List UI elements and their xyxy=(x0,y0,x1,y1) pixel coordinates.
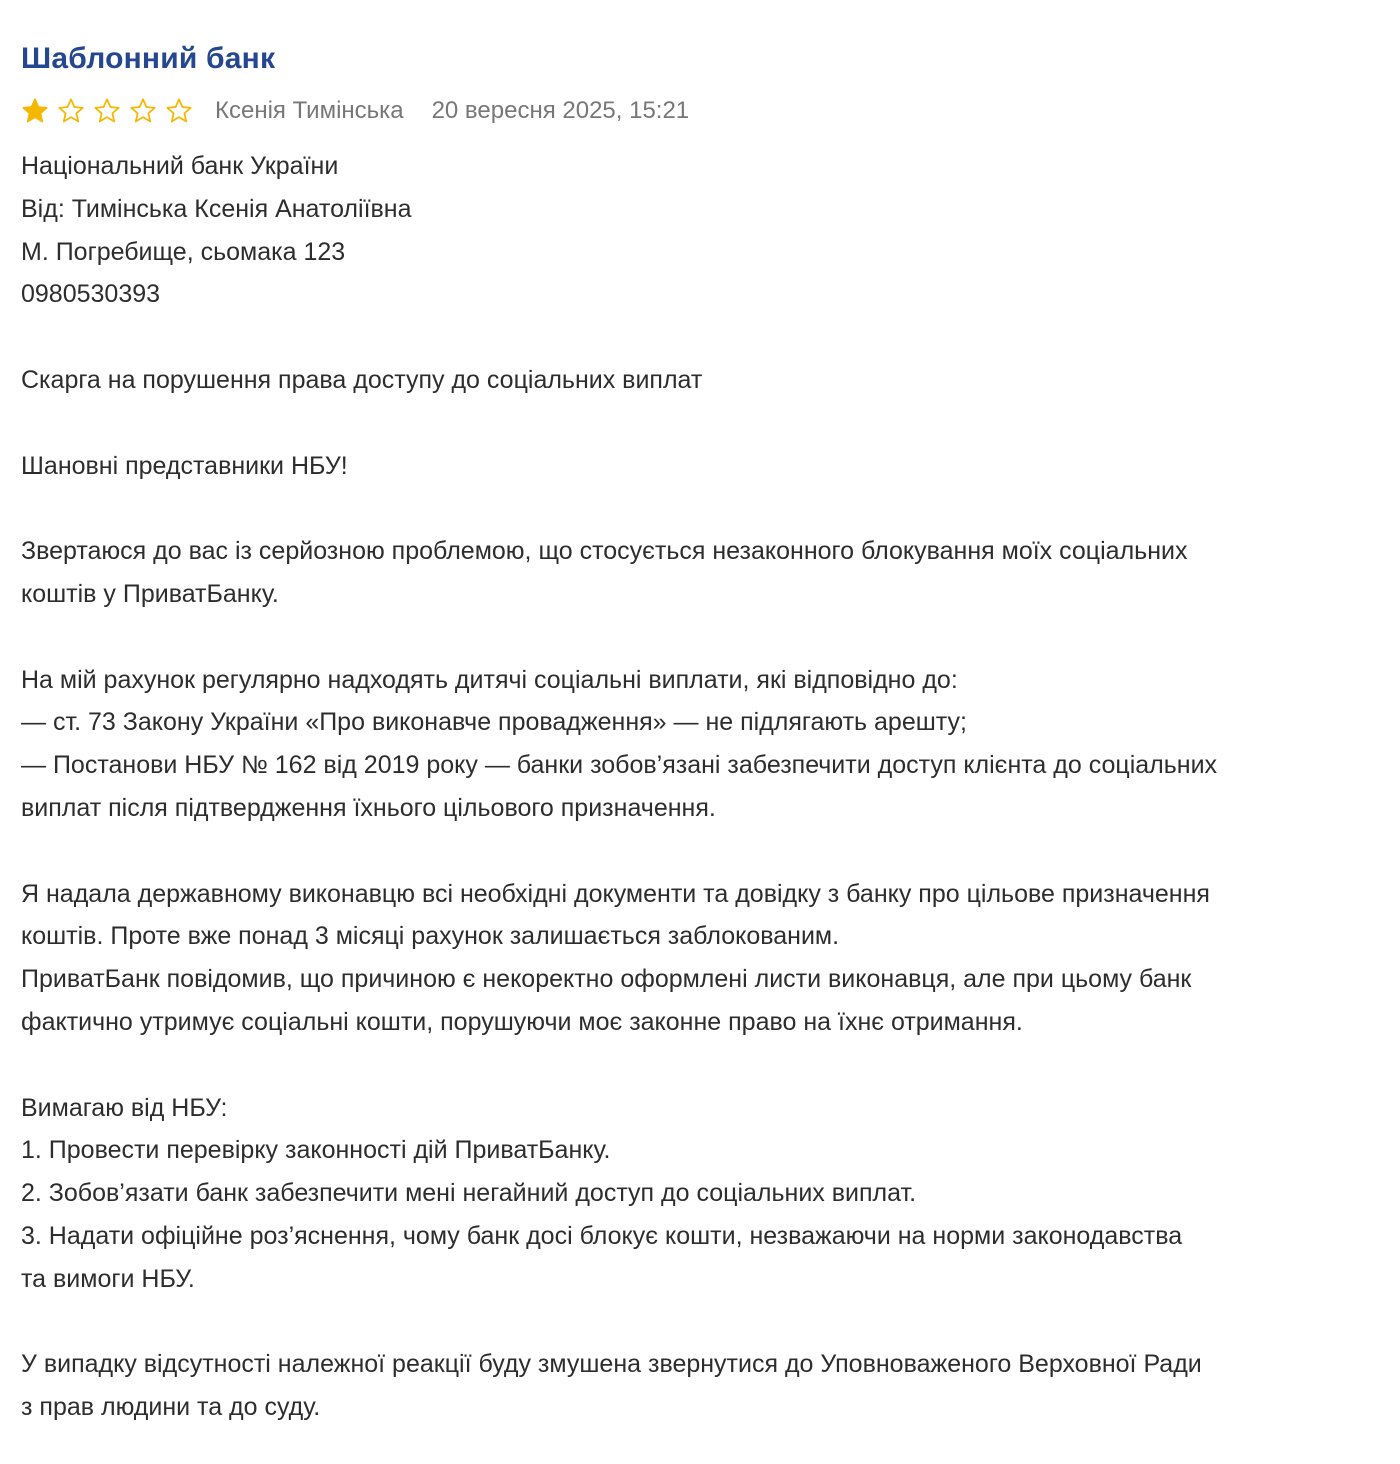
rating-stars xyxy=(21,97,201,125)
review-text-line: М. Погребище, сьомака 123 xyxy=(21,237,346,266)
review-text-line: 1. Провести перевірку законності дій ПриватБанку. xyxy=(21,1136,611,1165)
review-text-line: — ст. 73 Закону України «Про виконавче провадження» — не підлягають арешту; xyxy=(21,708,967,737)
review-text-line: коштів у ПриватБанку. xyxy=(21,579,279,608)
review-text-line: Скарга на порушення права доступу до соціальних виплат xyxy=(21,365,703,394)
paragraph-gap xyxy=(21,316,1381,359)
review-text-line: Шановні представники НБУ! xyxy=(21,451,348,480)
review-text-line: коштів. Проте вже понад 3 місяці рахунок залишається заблокованим. xyxy=(21,922,840,951)
star-empty-icon xyxy=(57,97,85,125)
review-text-line: та вимоги НБУ. xyxy=(21,1264,195,1293)
paragraph-gap xyxy=(21,402,1381,445)
review-title[interactable]: Шаблонний банк xyxy=(21,42,276,75)
review-text-line: фактично утримує соціальні кошти, порушуючи моє законне право на їхнє отримання. xyxy=(21,1007,1023,1036)
review-text-line: з прав людини та до суду. xyxy=(21,1393,321,1422)
review-text-line: У випадку відсутності належної реакції буду змушена звернутися до Уповноваженого Верховної Ради xyxy=(21,1350,1202,1379)
review-text-line: Я надала державному виконавцю всі необхідні документи та довідку з банку про цільове призначення xyxy=(21,879,1210,908)
review-text-line: 2. Зобов’язати банк забезпечити мені негайний доступ до соціальних виплат. xyxy=(21,1179,917,1208)
star-empty-icon xyxy=(93,97,121,125)
review-text-line: 3. Надати офіційне роз’яснення, чому банк досі блокує кошти, незважаючи на норми законодавства xyxy=(21,1221,1183,1250)
review-text-line: виплат після підтвердження їхнього цільового призначення. xyxy=(21,793,716,822)
review-text-line: Національний банк України xyxy=(21,152,339,180)
star-empty-icon xyxy=(165,97,193,125)
star-empty-icon xyxy=(129,97,157,125)
review-text-line: Від: Тимінська Ксенія Анатоліївна xyxy=(21,194,412,223)
paragraph-gap xyxy=(21,616,1381,659)
star-filled-icon xyxy=(21,97,49,125)
review-author: Ксенія Тимінська xyxy=(215,97,404,124)
paragraph-gap xyxy=(21,487,1381,530)
review-text-line: Вимагаю від НБУ: xyxy=(21,1093,228,1122)
review-text-line: На мій рахунок регулярно надходять дитячі соціальні виплати, які відповідно до: xyxy=(21,665,958,694)
paragraph-gap xyxy=(21,830,1381,873)
review-text xyxy=(21,145,1381,1429)
review-text-line: — Постанови НБУ № 162 від 2019 року — банки зобов’язані забезпечити доступ клієнта до соціальних xyxy=(21,751,1218,780)
review-text-line: Звертаюся до вас із серйозною проблемою, що стосується незаконного блокування моїх соціальних xyxy=(21,537,1188,566)
review-text-line: 0980530393 xyxy=(21,280,161,309)
review-meta xyxy=(21,94,1381,128)
paragraph-gap xyxy=(21,1044,1381,1087)
review-date: 20 вересня 2025, 15:21 xyxy=(431,97,690,124)
review-text-line: ПриватБанк повідомив, що причиною є некоректно оформлені листи виконавця, але при цьому банк xyxy=(21,965,1192,994)
paragraph-gap xyxy=(21,1301,1381,1344)
